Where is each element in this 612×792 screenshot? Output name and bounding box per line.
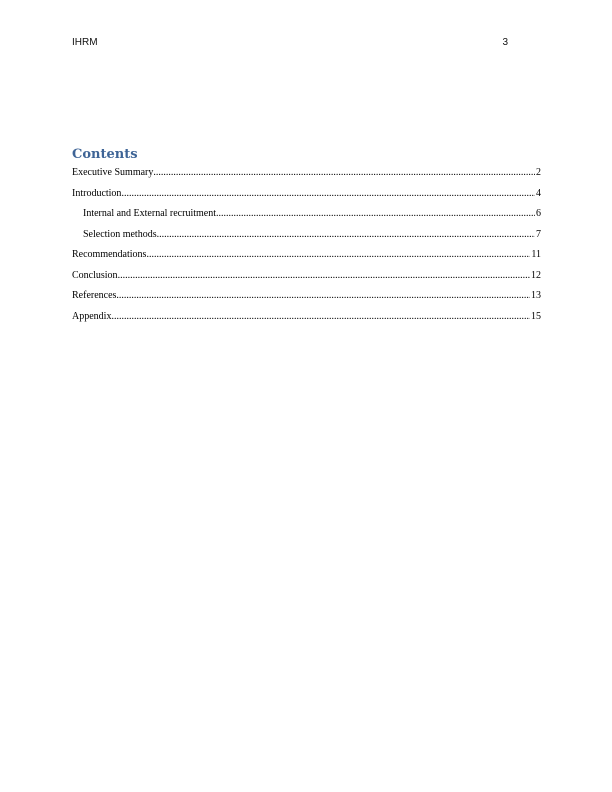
running-header-title: IHRM	[72, 37, 98, 48]
toc-dot-leader	[216, 207, 535, 221]
toc-entry-label: References	[72, 290, 117, 301]
toc-dot-leader	[146, 248, 530, 262]
toc-entry-internal-external-recruitment[interactable]	[72, 207, 541, 228]
toc-entry-page: 4	[536, 187, 541, 199]
toc-dot-leader	[116, 289, 530, 303]
toc-entry-label: Executive Summary	[72, 167, 154, 178]
toc-title: Contents	[72, 147, 138, 162]
toc-entry-selection-methods[interactable]	[72, 228, 541, 249]
toc-dot-leader	[157, 228, 535, 242]
toc-dot-leader	[121, 187, 535, 201]
toc-entry-page: 15	[531, 310, 541, 322]
toc-entry-references[interactable]	[72, 289, 541, 310]
toc-entry-page: 2	[536, 167, 541, 178]
toc-entry-label: Introduction	[72, 187, 122, 199]
toc-entry-executive-summary[interactable]	[72, 166, 541, 187]
toc-entry-page: 11	[531, 249, 541, 260]
toc-entry-page: 7	[536, 228, 541, 240]
running-header-page-number: 3	[502, 37, 508, 48]
table-of-contents	[72, 166, 541, 330]
toc-entry-recommendations[interactable]	[72, 248, 541, 269]
toc-entry-label: Recommendations	[72, 249, 147, 260]
toc-entry-label: Conclusion	[72, 269, 118, 281]
toc-entry-label: Selection methods	[83, 228, 157, 240]
toc-entry-page: 13	[531, 290, 541, 301]
toc-entry-page: 12	[531, 269, 541, 281]
toc-entry-page: 6	[536, 208, 541, 219]
toc-dot-leader	[111, 310, 530, 324]
toc-entry-label: Appendix	[72, 310, 112, 322]
toc-entry-appendix[interactable]	[72, 310, 541, 331]
toc-dot-leader	[118, 269, 530, 283]
toc-dot-leader	[153, 166, 535, 180]
toc-entry-conclusion[interactable]	[72, 269, 541, 290]
toc-entry-introduction[interactable]	[72, 187, 541, 208]
toc-entry-label: Internal and External recruitment	[83, 208, 216, 219]
